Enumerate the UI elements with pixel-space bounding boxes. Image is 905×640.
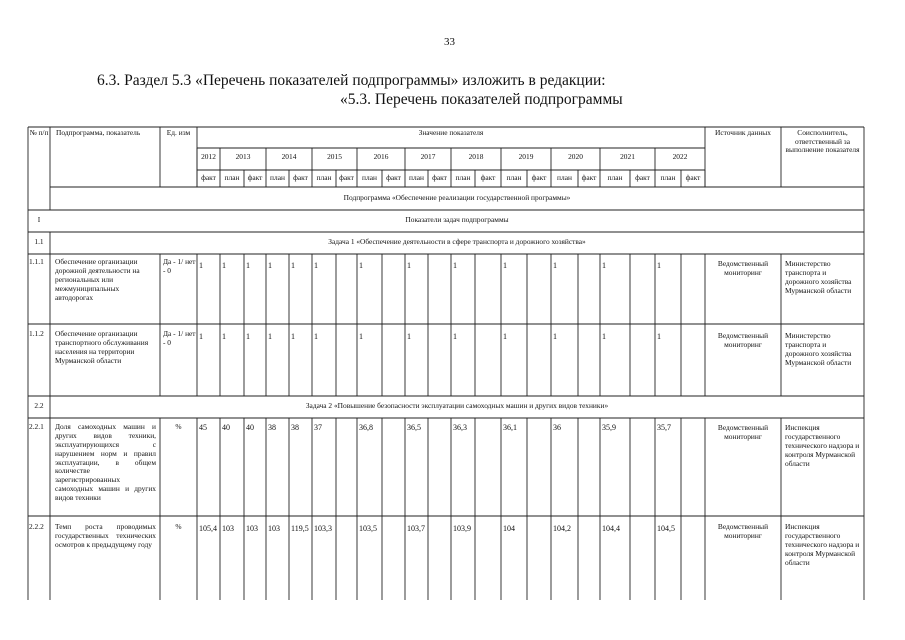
value-cell: 38: [268, 423, 276, 432]
section-heading: 6.3. Раздел 5.3 «Перечень показателей подпрограммы» изложить в редакции:: [97, 72, 606, 89]
value-cell: 1: [314, 332, 318, 341]
value-cell: 1: [199, 261, 203, 270]
value-cell: 45: [199, 423, 207, 432]
value-cell: 1: [291, 332, 295, 341]
row-2-2-2-number: 2.2.2: [29, 522, 44, 531]
row-2-2-2-source: Ведомственный мониторинг: [717, 522, 769, 540]
value-cell: 1: [503, 261, 507, 270]
value-cell: 1: [359, 261, 363, 270]
row-2-2-number: 2.2: [34, 401, 44, 410]
sub-label-20: план: [660, 173, 676, 182]
value-cell: 1: [246, 332, 250, 341]
value-cell: 104,4: [602, 524, 620, 533]
col-value-header: Значение показателя: [418, 128, 484, 137]
value-cell: 1: [314, 261, 318, 270]
year-2018: 2018: [468, 152, 484, 161]
year-2021: 2021: [620, 152, 635, 161]
sub-label-16: план: [557, 173, 572, 182]
value-cell: 38: [291, 423, 299, 432]
col-name-header: Подпрограмма, показатель: [56, 128, 141, 137]
row-1-1-1-source: Ведомственный мониторинг: [717, 259, 769, 277]
sub-label-11: факт: [432, 173, 447, 182]
year-2013: 2013: [235, 152, 251, 161]
row-2-2-1-name: Доля самоходных машин и других видов техники, эксплуатирующихся с нарушением норм и правил эксплуатации, в общем количестве зарегистрированных самоходных машин и других видов техники: [55, 422, 156, 502]
value-cell: 1: [503, 332, 507, 341]
value-cell: 105,4: [199, 524, 217, 533]
year-2016: 2016: [373, 152, 389, 161]
value-cell: 1: [199, 332, 203, 341]
sub-label-15: факт: [531, 173, 547, 182]
sub-label-19: факт: [635, 173, 650, 182]
value-cell: 104,5: [657, 524, 675, 533]
row-1-1-2-executor: Министерство транспорта и дорожного хозяйства Мурманской области: [785, 331, 852, 367]
value-cell: 1: [602, 332, 606, 341]
value-cell: 1: [268, 261, 272, 270]
sub-label-17: факт: [581, 173, 597, 182]
row-1-1-1-executor: Министерство транспорта и дорожного хозяйства Мурманской области: [785, 259, 852, 295]
value-cell: 36,8: [359, 423, 373, 432]
program-row: Подпрограмма «Обеспечение реализации государственной программы»: [343, 193, 571, 202]
value-cell: 1: [359, 332, 363, 341]
section-subheading: «5.3. Перечень показателей подпрограммы: [340, 91, 623, 108]
row-2-2-1-unit: %: [175, 422, 182, 431]
value-cell: 1: [657, 332, 661, 341]
row-1-1-1-name: Обеспечение организации дорожной деятельности на региональных или межмуниципальных автодорогах: [55, 257, 140, 302]
row-1-1-2-unit: Да - 1/ нет - 0: [163, 329, 196, 347]
value-cell: 35,9: [602, 423, 616, 432]
value-cell: 1: [407, 332, 411, 341]
value-cell: 1: [553, 332, 557, 341]
value-cell: 1: [246, 261, 250, 270]
row-1-1-1-number: 1.1.1: [29, 257, 44, 266]
page-number: 33: [444, 36, 455, 48]
value-cell: 103: [222, 524, 234, 533]
value-cell: 1: [268, 332, 272, 341]
value-cell: 104: [503, 524, 515, 533]
year-2017: 2017: [420, 152, 436, 161]
value-cell: 103: [268, 524, 280, 533]
value-cell: 40: [246, 423, 254, 432]
value-cell: 36,1: [503, 423, 517, 432]
row-1-1-2-source: Ведомственный мониторинг: [717, 331, 769, 349]
row-2-2-2-executor: Инспекция государственного технического надзора и контроля Мурманской области: [785, 522, 860, 567]
row-2-2-1-executor: Инспекция государственного технического надзора и контроля Мурманской области: [785, 423, 860, 468]
sub-label-18: план: [607, 173, 623, 182]
year-2012: 2012: [201, 152, 216, 161]
value-cell: 35,7: [657, 423, 671, 432]
value-cell: 1: [222, 332, 226, 341]
row-2-2-1-number: 2.2.1: [29, 422, 44, 431]
row-2-2-2-unit: %: [175, 522, 182, 531]
col-exec-header: Соисполнитель, ответственный за выполнение показателя: [785, 128, 860, 155]
value-cell: 104,2: [553, 524, 571, 533]
value-cell: 1: [553, 261, 557, 270]
row-1-1-number: 1.1: [34, 237, 44, 246]
value-cell: 103,7: [407, 524, 425, 533]
sub-label-12: план: [455, 173, 471, 182]
row-2-2-2-name: Темп роста проводимых государственных технических осмотров к предыдущему году: [55, 522, 156, 549]
value-cell: 1: [453, 261, 457, 270]
sub-label-6: план: [316, 173, 332, 182]
year-2020: 2020: [568, 152, 583, 161]
value-cell: 103: [246, 524, 258, 533]
col-unit-header: Ед. изм: [166, 128, 191, 137]
year-2015: 2015: [327, 152, 342, 161]
row-1-1-1-unit: Да - 1/ нет - 0: [163, 257, 196, 275]
sub-label-13: факт: [480, 173, 496, 182]
value-cell: 36,3: [453, 423, 467, 432]
sub-label-4: план: [270, 173, 285, 182]
sub-label-1: факт: [201, 173, 216, 182]
sub-label-10: план: [409, 173, 424, 182]
row-2-2-title: Задача 2 «Повышение безопасности эксплуатации самоходных машин и других видов техники»: [305, 401, 609, 410]
sub-label-8: план: [362, 173, 377, 182]
year-2014: 2014: [281, 152, 297, 161]
sub-label-21: факт: [685, 173, 701, 182]
value-cell: 1: [602, 261, 606, 270]
row-I-number: I: [37, 215, 41, 224]
value-cell: 119,5: [291, 524, 309, 533]
col-source-header: Источник данных: [715, 128, 771, 137]
sub-label-7: факт: [339, 173, 354, 182]
row-I-title: Показатели задач подпрограммы: [405, 215, 509, 224]
row-1-1-2-number: 1.1.2: [29, 329, 44, 338]
year-2019: 2019: [518, 152, 534, 161]
value-cell: 37: [314, 423, 322, 432]
value-cell: 103,9: [453, 524, 471, 533]
col-num-header: № п/п: [29, 128, 49, 137]
value-cell: 1: [407, 261, 411, 270]
value-cell: 1: [291, 261, 295, 270]
value-cell: 1: [657, 261, 661, 270]
row-2-2-1-source: Ведомственный мониторинг: [717, 423, 769, 441]
sub-label-2: план: [224, 173, 240, 182]
value-cell: 36,5: [407, 423, 421, 432]
value-cell: 1: [222, 261, 226, 270]
sub-label-5: факт: [293, 173, 308, 182]
row-1-1-title: Задача 1 «Обеспечение деятельности в сфере транспорта и дорожного хозяйства»: [328, 237, 586, 246]
sub-label-3: факт: [247, 173, 263, 182]
value-cell: 36: [553, 423, 561, 432]
sub-label-9: факт: [386, 173, 401, 182]
year-2022: 2022: [672, 152, 688, 161]
value-cell: 103,5: [359, 524, 377, 533]
value-cell: 103,3: [314, 524, 332, 533]
value-cell: 1: [453, 332, 457, 341]
value-cell: 40: [222, 423, 230, 432]
row-1-1-2-name: Обеспечение организации транспортного обслуживания населения на территории Мурманской области: [55, 329, 149, 365]
sub-label-14: план: [506, 173, 522, 182]
